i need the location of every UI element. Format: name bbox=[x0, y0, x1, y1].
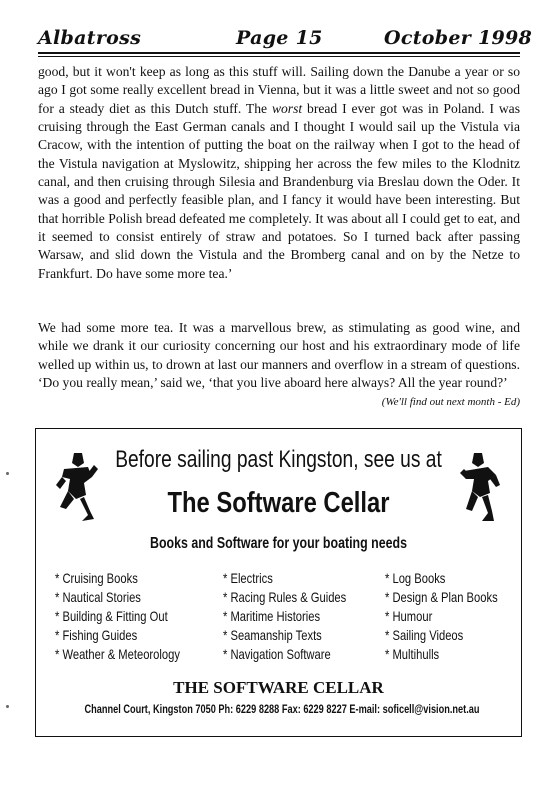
article-paragraph-2-text: We had some more tea. It was a marvellous brew, as stimulating as good wine, and while we drank it our curiosity concerning our host and his extraordinary mode of life welled up within us, to drown at last our manners and overflow in a stream of questions. ‘Do you really mean,’ said we, ‘that you live aboard here always? All the year round?’ bbox=[38, 320, 520, 391]
product-list-column-1 bbox=[55, 569, 211, 664]
product-item: * Design & Plan Books bbox=[385, 589, 498, 605]
scan-speck bbox=[6, 472, 9, 475]
publication-title: Albatross bbox=[38, 27, 142, 49]
product-item: * Seamanship Texts bbox=[223, 627, 322, 643]
product-item: * Electrics bbox=[223, 570, 273, 586]
header-rule bbox=[38, 52, 520, 54]
header-rule-thin bbox=[38, 56, 520, 57]
product-item: * Cruising Books bbox=[55, 570, 138, 586]
product-item: * Racing Rules & Guides bbox=[223, 589, 347, 605]
advert-tagline: Books and Software for your boating needs bbox=[150, 535, 407, 552]
product-list-column-3 bbox=[385, 569, 526, 664]
article-paragraph-1 bbox=[38, 63, 520, 283]
article-text-segment: bread I ever got was in Poland. I was cruising through the East German canals and I thought I would sail up the Vistula via Cracow, with the intention of putting the boat on the railway when I got to the head of the Vistula navigation at Myslowitz, shipping her across the few miles to the Klodnitz canal, and then cruising through Silesia and Brandenburg via Breslau down the Oder. It was a good and perfectly feasible plan, and I fancy it would have been interesting. But that horrible Polish bread defeated me completely. It was about all I could get to eat, and it seemed to consist entirely of straw and potatoes. So I turned back after passing Warsaw, and slid down the Vistula and the Bromberg canal and on by the Netze to Frankfurt. Do have some more tea.’ bbox=[38, 100, 520, 281]
advert-company-name: The Software Cellar bbox=[167, 487, 390, 519]
product-item: * Fishing Guides bbox=[55, 627, 138, 643]
advert-footer-name: THE SOFTWARE CELLAR bbox=[173, 678, 384, 697]
issue-date: October 1998 bbox=[384, 27, 533, 49]
scan-speck bbox=[6, 705, 9, 708]
product-item: * Sailing Videos bbox=[385, 627, 464, 643]
editor-note: (We'll find out next month - Ed) bbox=[381, 395, 520, 408]
product-item: * Navigation Software bbox=[223, 646, 331, 662]
product-item: * Log Books bbox=[385, 570, 446, 586]
product-item: * Maritime Histories bbox=[223, 608, 321, 624]
page-header bbox=[0, 0, 552, 66]
article-text-segment: worst bbox=[271, 100, 303, 116]
software-cellar-advert bbox=[35, 428, 522, 737]
product-item: * Building & Fitting Out bbox=[55, 608, 168, 624]
product-list-column-2 bbox=[223, 569, 377, 664]
advert-headline: Before sailing past Kingston, see us at bbox=[115, 446, 442, 473]
page-number: Page 15 bbox=[236, 27, 323, 49]
article-paragraph-2 bbox=[38, 319, 520, 411]
product-item: * Nautical Stories bbox=[55, 589, 141, 605]
advert-contact-details: Channel Court, Kingston 7050 Ph: 6229 8288 Fax: 6229 8227 E-mail: soficell@vision.net.au bbox=[84, 704, 480, 716]
product-item: * Weather & Meteorology bbox=[55, 646, 180, 662]
article-text-segment: good, but it won't keep as long as this stuff will. Sailing down the Danube a year or so ago I got some really excellent bread in Vienna, but it was a little sweet and not so good for a steady diet as this Dutch stuff. The bbox=[38, 64, 520, 116]
product-item: * Humour bbox=[385, 608, 433, 624]
product-item: * Multihulls bbox=[385, 646, 440, 662]
